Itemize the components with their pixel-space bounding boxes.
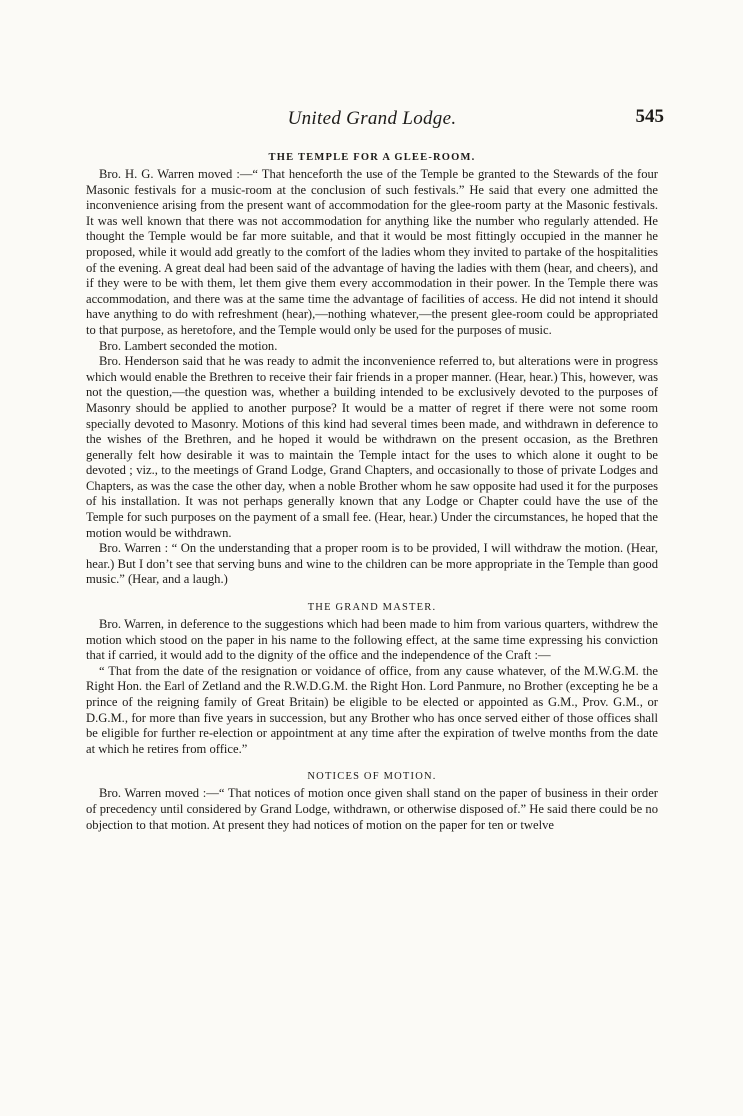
- paragraph: Bro. Henderson said that he was ready to admit the inconvenience referred to, but alterations were in progress which would enable the Brethren to receive their fair friends in a proper manner. (Hear, hear.) This, however, was not the question,—the question was, whether a building intended to be exclusively devoted to the purposes of Masonry should be applied to another purpose? It would be a matter of regret if there were not some room specially devoted to Masonry. Motions of this kind had several times been made, and withdrawn in deference to the wishes of the Brethren, and he hoped it would be withdrawn on the present occasion, as the Brethren generally felt how desirable it was to maintain the Temple intact for the uses to which alone it ought to be devoted ; viz., to the meetings of Grand Lodge, Grand Chapters, and occasionally to those of private Lodges and Chapters, as was the case the other day, when a noble Brother whom he saw opposite had used it for the purposes of his installation. It was not perhaps generally known that any Lodge or Chapter could have the use of the Temple for such purposes on the payment of a small fee. (Hear, hear.) Under the circumstances, he hoped that the motion would be withdrawn.: [86, 354, 658, 540]
- paragraph: Bro. Warren : “ On the understanding that a proper room is to be provided, I will withdraw the motion. (Hear, hear.) But I don’t see that serving buns and wine to the children can be more appropriate in the Temple than good music.” (Hear, and a laugh.): [86, 541, 658, 587]
- section-grand-master: [86, 602, 658, 757]
- running-title: United Grand Lodge.: [287, 108, 457, 129]
- paragraph: Bro. Lambert seconded the motion.: [99, 338, 278, 353]
- section-temple-glee-room: [86, 152, 658, 588]
- page: [86, 92, 664, 833]
- paragraph: “ That from the date of the resignation or voidance of office, from any cause whatever, of the M.W.G.M. the Right Hon. the Earl of Zetland and the R.W.D.G.M. the Right Hon. Lord Panmure, no Brother (excepting he be a prince of the reigning family of Great Britain) be eligible to be elected or appointed as G.M., Prov. G.M., or D.G.M., for more than five years in succession, but any Brother who has once served either of those offices shall be eligible for further re-election or appointment at any time after the expiration of twelve months from the date at which he retires from office.”: [86, 663, 658, 756]
- section-notices-of-motion: [86, 771, 658, 833]
- paragraph: Bro. Warren moved :—“ That notices of motion once given shall stand on the paper of business in their order of precedency until considered by Grand Lodge, withdrawn, or otherwise disposed of.” He said there could be no objection to that motion. At present they had notices of motion on the paper for ten or twelve: [86, 786, 658, 832]
- section-heading: NOTICES OF MOTION.: [307, 771, 437, 783]
- paragraph: Bro. H. G. Warren moved :—“ That henceforth the use of the Temple be granted to the Stewards of the four Masonic festivals for a music-room at the conclusion of such festivals.” He said that every one admitted the inconvenience arising from the present want of accommodation for the glee-room party at the Masonic festivals. It was well known that there was not accommodation for anything like the number who regularly attended. He thought the Temple would be far more suitable, and that it would be most fittingly occupied in the manner he proposed, while it would add greatly to the comfort of the ladies whom they invited to partake of the hospitalities of the evening. A great deal had been said of the advantage of having the ladies with them (hear, and cheers), and if they were to be with them, let them give them every accommodation in their power. In the Temple there was accommodation, and there was at the same time the advantage of facilities of access. He did not intend it should have anything to do with refreshment (hear),—nothing whatever,—the present glee-room could be appropriated to that purpose, as heretofore, and the Temple would only be used for the purposes of music.: [86, 167, 658, 337]
- running-head: [86, 92, 664, 132]
- page-number: 545: [635, 106, 664, 127]
- section-heading: THE GRAND MASTER.: [307, 602, 437, 614]
- paragraph: Bro. Warren, in deference to the suggestions which had been made to him from various quarters, withdrew the motion which stood on the paper in his name to the following effect, at the same time expressing his conviction that if carried, it would add to the dignity of the office and the independence of the Craft :—: [86, 617, 658, 663]
- section-heading: THE TEMPLE FOR A GLEE-ROOM.: [268, 152, 476, 163]
